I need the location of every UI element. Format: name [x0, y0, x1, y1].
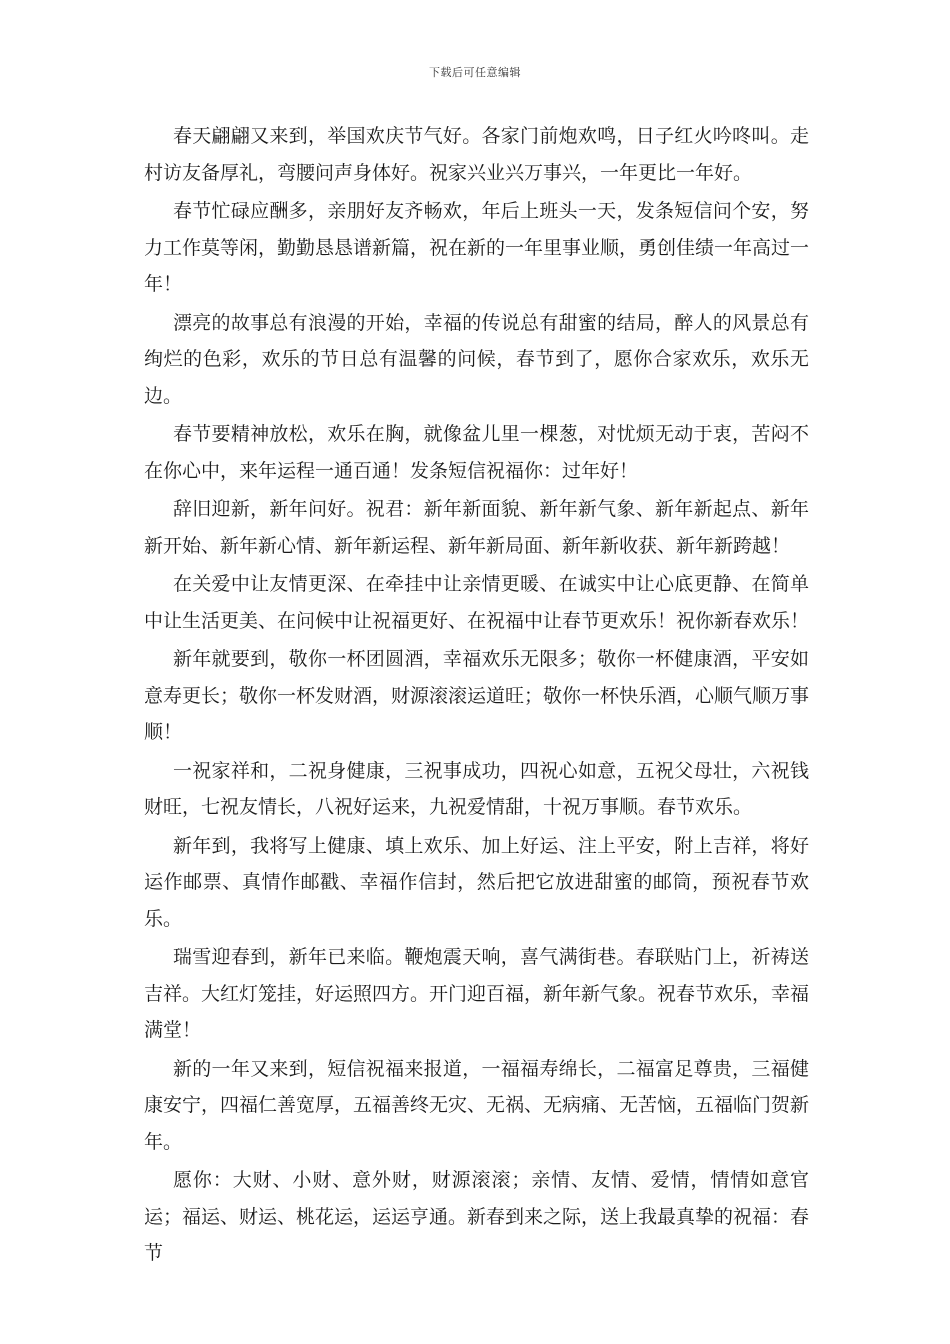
paragraph: 瑞雪迎春到，新年已来临。鞭炮震天响，喜气满街巷。春联贴门上，祈祷送吉祥。大红灯笼挂，好运照四方。开门迎百福，新年新气象。祝春节欢乐，幸福满堂！	[144, 946, 810, 1041]
paragraph: 春节要精神放松，欢乐在胸，就像盆儿里一棵葱，对忧烦无动于衷，苦闷不在你心中，来年运程一通百通！发条短信祝福你：过年好！	[144, 423, 809, 482]
paragraph: 在关爱中让友情更深、在牵挂中让亲情更暖、在诚实中让心底更静、在简单中让生活更美、在问候中让祝福更好、在祝福中让春节更欢乐！祝你新春欢乐！	[144, 573, 810, 632]
paragraph: 春天翩翩又来到，举国欢庆节气好。各家门前炮欢鸣，日子红火吟咚叫。走村访友备厚礼，弯腰问声身体好。祝家兴业兴万事兴，一年更比一年好。	[144, 125, 809, 184]
document-body	[144, 118, 809, 1274]
paragraph: 新年就要到，敬你一杯团圆酒，幸福欢乐无限多；敬你一杯健康酒，平安如意寿更长；敬你一杯发财酒，财源滚滚运道旺；敬你一杯快乐酒，心顺气顺万事顺！	[144, 648, 810, 743]
paragraph: 辞旧迎新，新年问好。祝君：新年新面貌、新年新气象、新年新起点、新年新开始、新年新心情、新年新运程、新年新局面、新年新收获、新年新跨越！	[144, 498, 809, 557]
paragraph: 漂亮的故事总有浪漫的开始，幸福的传说总有甜蜜的结局，醉人的风景总有绚烂的色彩，欢乐的节日总有温馨的问候，春节到了，愿你合家欢乐，欢乐无边。	[144, 311, 809, 407]
page-header: 下载后可任意编辑	[429, 66, 521, 79]
paragraph: 新的一年又来到，短信祝福来报道，一福福寿绵长，二福富足尊贵，三福健康安宁，四福仁善宽厚，五福善终无灾、无祸、无病痛、无苦恼，五福临门贺新年。	[144, 1057, 810, 1153]
paragraph: 一祝家祥和，二祝身健康，三祝事成功，四祝心如意，五祝父母壮，六祝钱财旺，七祝友情长，八祝好运来，九祝爱情甜，十祝万事顺。春节欢乐。	[144, 759, 809, 818]
paragraph: 春节忙碌应酬多，亲朋好友齐畅欢，年后上班头一天，发条短信问个安，努力工作莫等闲，勤勤恳恳谱新篇，祝在新的一年里事业顺，勇创佳绩一年高过一年！	[144, 200, 810, 295]
paragraph: 愿你：大财、小财、意外财，财源滚滚；亲情、友情、爱情，情情如意官运；福运、财运、桃花运，运运亨通。新春到来之际，送上我最真挚的祝福：春节	[144, 1169, 810, 1264]
paragraph: 新年到，我将写上健康、填上欢乐、加上好运、注上平安，附上吉祥，将好运作邮票、真情作邮戳、幸福作信封，然后把它放进甜蜜的邮筒，预祝春节欢乐。	[144, 834, 809, 930]
